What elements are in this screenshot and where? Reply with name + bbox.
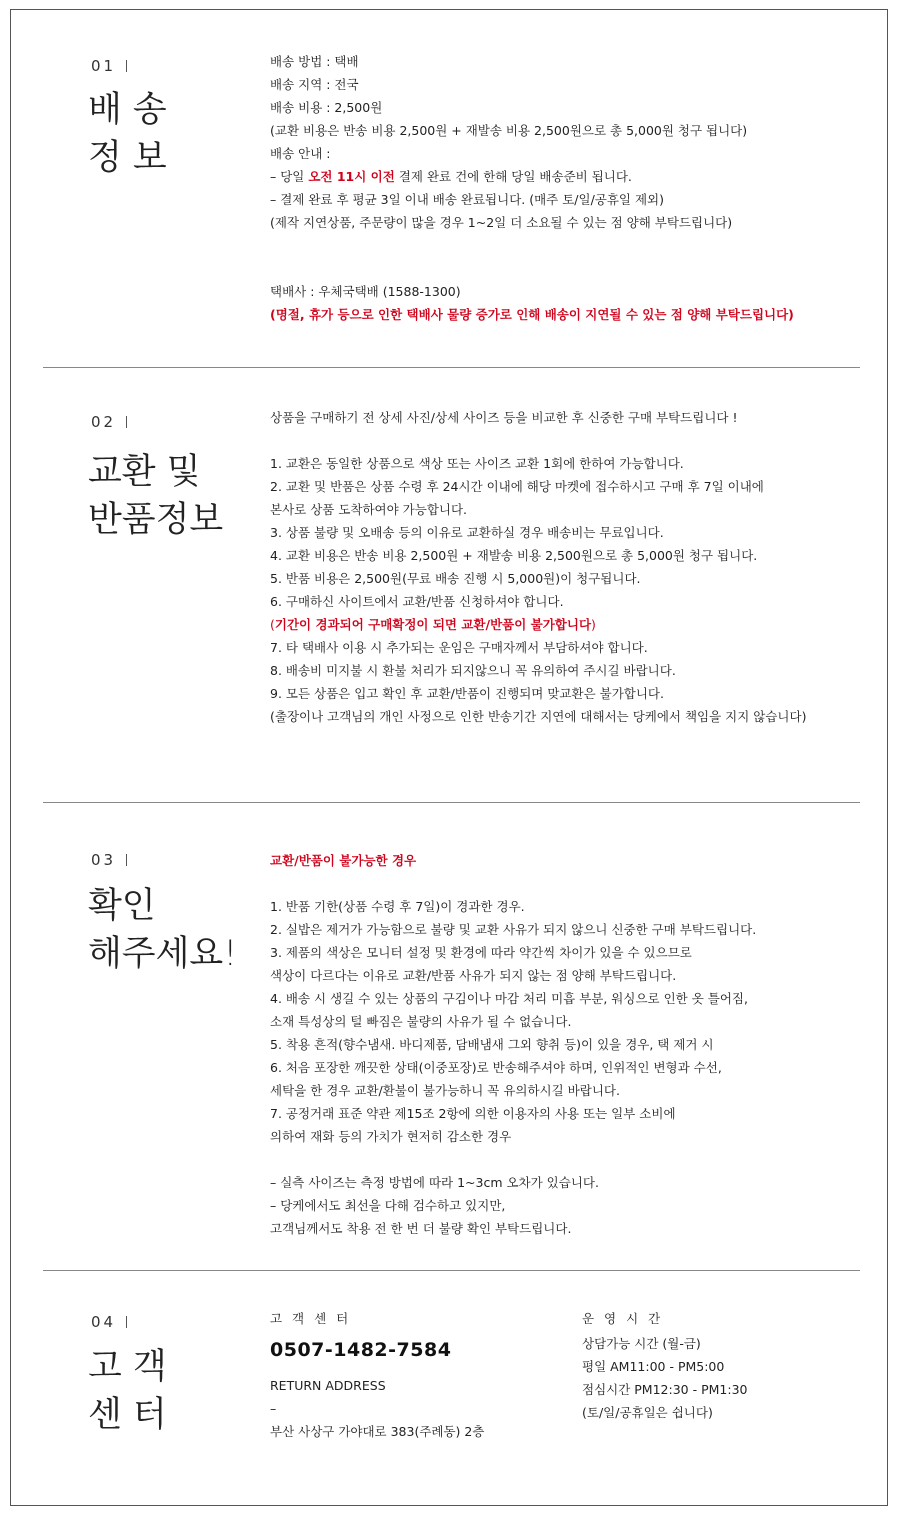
note-line: 고객님께서도 착용 전 한 번 더 불량 확인 부탁드립니다. (270, 1221, 572, 1236)
delay-notice: (명절, 휴가 등으로 인한 택배사 물량 증가로 인해 배송이 지연될 수 있는 점 양해 부탁드립니다) (270, 307, 794, 322)
notice-heading: 교환/반품이 불가능한 경우 (270, 853, 417, 868)
list-item: 9. 모든 상품은 입고 확인 후 교환/반품이 진행되며 맞교환은 불가합니다. (270, 686, 664, 701)
note-line: – 실측 사이즈는 측정 방법에 따라 1~3cm 오차가 있습니다. (270, 1175, 599, 1190)
list-item: 3. 제품의 색상은 모니터 설정 및 환경에 따라 약간씩 차이가 있을 수 있으므로 (270, 945, 692, 960)
address: 부산 사상구 가야대로 383(주례동) 2층 (270, 1424, 485, 1439)
cs-label: 고 객 센 터 (270, 1311, 352, 1326)
section-number: 02 (91, 413, 127, 431)
info-line: 배송 안내 : (270, 146, 331, 161)
list-item: 색상이 다르다는 이유로 교환/반품 사유가 되지 않는 점 양해 부탁드립니다. (270, 968, 677, 983)
divider (43, 1270, 860, 1271)
section-title: 교환 및 반품정보 (88, 452, 224, 540)
info-line: (제작 지연상품, 주문량이 많을 경우 1~2일 더 소요될 수 있는 점 양해 부탁드립니다) (270, 215, 733, 230)
list-item: 7. 타 택배사 이용 시 추가되는 운임은 구매자께서 부담하셔야 합니다. (270, 640, 648, 655)
hours-line: 점심시간 PM12:30 - PM1:30 (582, 1382, 748, 1397)
list-item: 2. 교환 및 반품은 상품 수령 후 24시간 이내에 해당 마켓에 접수하시고 구매 후 7일 이내에 (270, 479, 764, 494)
list-item: 5. 반품 비용은 2,500원(무료 배송 진행 시 5,000원)이 청구됩니다. (270, 571, 641, 586)
info-line: – 결제 완료 후 평균 3일 이내 배송 완료됩니다. (매주 토/일/공휴일 제외) (270, 192, 665, 207)
list-item: 7. 공정거래 표준 약관 제15조 2항에 의한 이용자의 사용 또는 일부 소비에 (270, 1106, 676, 1121)
section-title: 확인 해주세요! (88, 886, 238, 974)
dash: – (270, 1401, 277, 1416)
list-item: 8. 배송비 미지불 시 환불 처리가 되지않으니 꼭 유의하여 주시길 바랍니다. (270, 663, 676, 678)
list-item: (출장이나 고객님의 개인 사정으로 인한 반송기간 지연에 대해서는 당케에서 책임을 지지 않습니다) (270, 709, 807, 724)
note-line: – 당케에서도 최선을 다해 검수하고 있지만, (270, 1198, 506, 1213)
list-item: 소재 특성상의 털 빠짐은 불량의 사유가 될 수 없습니다. (270, 1014, 572, 1029)
list-item: 세탁을 한 경우 교환/환불이 불가능하니 꼭 유의하시길 바랍니다. (270, 1083, 620, 1098)
info-line: 배송 방법 : 택배 (270, 54, 359, 69)
info-line: (교환 비용은 반송 비용 2,500원 + 재발송 비용 2,500원으로 총 5,000원 청구 됩니다) (270, 123, 748, 138)
hours-line: 상담가능 시간 (월-금) (582, 1336, 701, 1351)
notice-info (270, 849, 870, 1240)
section-number: 01 (91, 57, 127, 75)
list-item: 6. 처음 포장한 깨끗한 상태(이중포장)로 반송해주셔야 하며, 인위적인 변형과 수선, (270, 1060, 722, 1075)
return-address-label: RETURN ADDRESS (270, 1378, 386, 1393)
divider (43, 367, 860, 368)
list-item: 5. 착용 흔적(향수냄새. 바디제품, 담배냄새 그외 향취 등)이 있을 경우, 택 제거 시 (270, 1037, 714, 1052)
customer-center-info (270, 1307, 570, 1443)
list-item: 4. 배송 시 생길 수 있는 상품의 구김이나 마감 처리 미흡 부분, 워싱으로 인한 옷 틀어짐, (270, 991, 748, 1006)
section-number: 03 (91, 851, 127, 869)
warning-line: (기간이 경과되어 구매확정이 되면 교환/반품이 불가합니다) (270, 617, 596, 632)
operating-hours (582, 1307, 882, 1424)
list-item: 1. 반품 기한(상품 수령 후 7일)이 경과한 경우. (270, 899, 525, 914)
exchange-info (270, 406, 870, 728)
list-item: 6. 구매하신 사이트에서 교환/반품 신청하셔야 합니다. (270, 594, 564, 609)
list-item: 1. 교환은 동일한 상품으로 색상 또는 사이즈 교환 1회에 한하여 가능합니다. (270, 456, 684, 471)
list-item: 본사로 상품 도착하여야 가능합니다. (270, 502, 468, 517)
shipping-info (270, 50, 870, 326)
divider (43, 802, 860, 803)
section-title: 배 송 정 보 (88, 90, 167, 178)
info-line: 배송 비용 : 2,500원 (270, 100, 383, 115)
hours-line: (토/일/공휴일은 쉽니다) (582, 1405, 713, 1420)
phone-number: 0507-1482-7584 (270, 1339, 452, 1361)
courier-line: 택배사 : 우체국택배 (1588-1300) (270, 284, 461, 299)
section-title: 고 객 센 터 (88, 1347, 167, 1435)
list-item: 3. 상품 불량 및 오배송 등의 이유로 교환하실 경우 배송비는 무료입니다. (270, 525, 664, 540)
list-item: 의하여 재화 등의 가치가 현저히 감소한 경우 (270, 1129, 512, 1144)
section-number: 04 (91, 1313, 127, 1331)
info-line: – 당일 오전 11시 이전 결제 완료 건에 한해 당일 배송준비 됩니다. (270, 169, 632, 184)
list-item: 2. 실밥은 제거가 가능함으로 불량 및 교환 사유가 되지 않으니 신중한 구매 부탁드립니다. (270, 922, 757, 937)
hours-line: 평일 AM11:00 - PM5:00 (582, 1359, 725, 1374)
intro-line: 상품을 구매하기 전 상세 사진/상세 사이즈 등을 비교한 후 신중한 구매 부탁드립니다 ! (270, 410, 738, 425)
info-line: 배송 지역 : 전국 (270, 77, 359, 92)
list-item: 4. 교환 비용은 반송 비용 2,500원 + 재발송 비용 2,500원으로 총 5,000원 청구 됩니다. (270, 548, 758, 563)
hours-label: 운 영 시 간 (582, 1311, 664, 1326)
